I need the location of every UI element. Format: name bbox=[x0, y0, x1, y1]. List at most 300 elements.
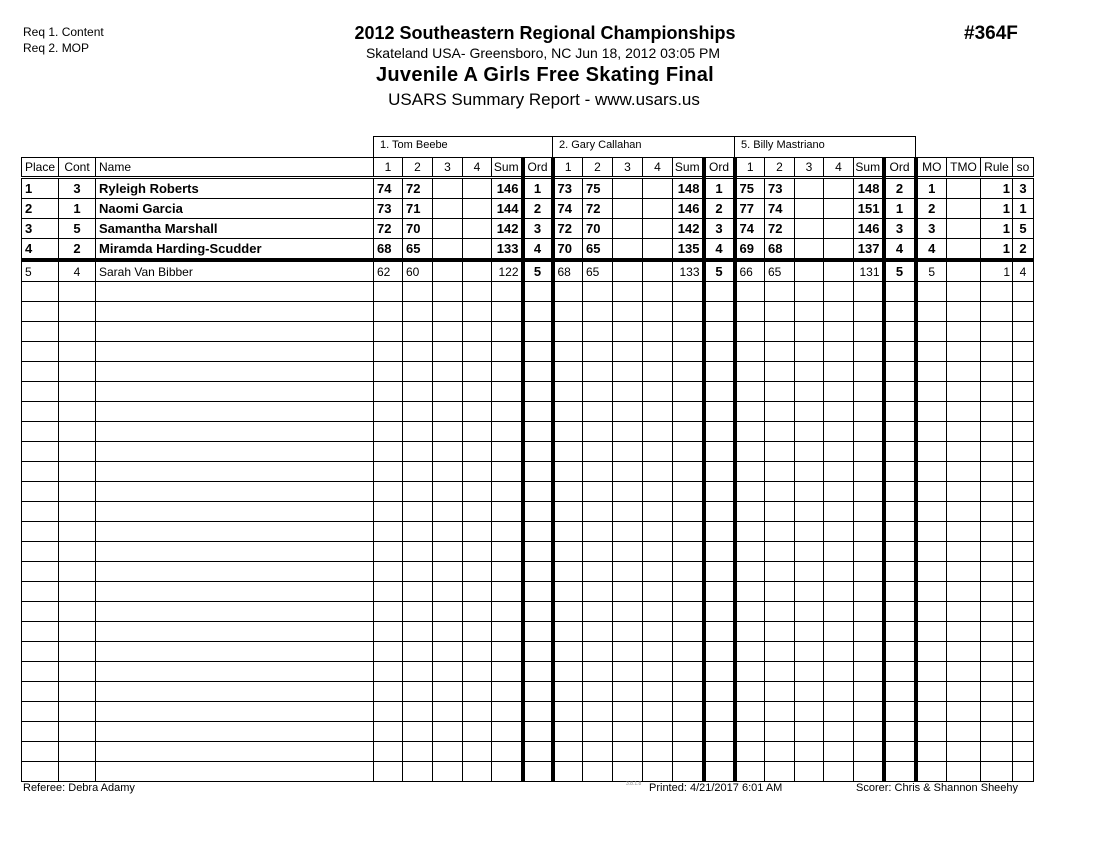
judge-3-score-3 bbox=[795, 702, 824, 722]
judge-2-sum bbox=[673, 662, 704, 682]
judge-2-score-3 bbox=[613, 178, 643, 199]
judge-1-score-3 bbox=[433, 462, 463, 482]
judge-3-ordinal bbox=[884, 762, 916, 782]
judge-1-score-3 bbox=[433, 178, 463, 199]
judge-1-sum bbox=[492, 622, 523, 642]
place-cell bbox=[22, 602, 59, 622]
judge-2-sum bbox=[673, 462, 704, 482]
name-cell bbox=[96, 422, 374, 442]
judge-1-score-3 bbox=[433, 322, 463, 342]
judge-1-score-1 bbox=[374, 522, 403, 542]
judge-2-ordinal bbox=[704, 482, 735, 502]
judge-1-score-3 bbox=[433, 522, 463, 542]
judge-3-ordinal bbox=[884, 662, 916, 682]
scorer: Scorer: Chris & Shannon Sheehy bbox=[856, 782, 1019, 794]
judge-1-score-3 bbox=[433, 219, 463, 239]
judge-1-score-2 bbox=[403, 642, 433, 662]
judge-3-score-1 bbox=[735, 302, 765, 322]
col-j2-ord: Ord bbox=[704, 158, 735, 178]
judge-3-ordinal bbox=[884, 322, 916, 342]
judge-1-score-2 bbox=[403, 362, 433, 382]
judge-1-score-2 bbox=[403, 742, 433, 762]
tmo-cell bbox=[947, 362, 981, 382]
judge-1-ordinal bbox=[523, 662, 553, 682]
judge-3-sum: 131 bbox=[854, 260, 884, 282]
judge-2-ordinal bbox=[704, 622, 735, 642]
judge-3-ordinal bbox=[884, 702, 916, 722]
judge-3-score-3 bbox=[795, 462, 824, 482]
empty-row bbox=[22, 462, 1034, 482]
judge-2-sum bbox=[673, 362, 704, 382]
judge-2-score-2 bbox=[583, 442, 613, 462]
col-so: so bbox=[1013, 158, 1034, 178]
place-cell bbox=[22, 542, 59, 562]
judge-1-score-3 bbox=[433, 239, 463, 261]
judge-2-ordinal bbox=[704, 522, 735, 542]
place-cell bbox=[22, 362, 59, 382]
name-cell: Miramda Harding-Scudder bbox=[96, 239, 374, 261]
judge-1-score-2: 70 bbox=[403, 219, 433, 239]
judge-2-score-2 bbox=[583, 742, 613, 762]
so-cell bbox=[1013, 402, 1034, 422]
tmo-cell bbox=[947, 622, 981, 642]
judge-2-score-2: 70 bbox=[583, 219, 613, 239]
judge-2-score-4 bbox=[643, 219, 673, 239]
judge-1-score-1 bbox=[374, 402, 403, 422]
judge-1-score-3 bbox=[433, 542, 463, 562]
cont-cell bbox=[59, 762, 96, 782]
empty-row bbox=[22, 642, 1034, 662]
place-cell bbox=[22, 622, 59, 642]
judge-3-ordinal bbox=[884, 302, 916, 322]
mo-cell bbox=[916, 642, 947, 662]
judge-1-score-2 bbox=[403, 342, 433, 362]
judge-2-sum bbox=[673, 602, 704, 622]
so-cell bbox=[1013, 342, 1034, 362]
judge-2-score-1 bbox=[553, 402, 583, 422]
rule-cell bbox=[981, 422, 1013, 442]
judge-2-score-4 bbox=[643, 502, 673, 522]
tmo-cell bbox=[947, 522, 981, 542]
judge-3-score-3 bbox=[795, 542, 824, 562]
judge-3-score-2: 65 bbox=[765, 260, 795, 282]
col-j3-s3: 3 bbox=[795, 158, 824, 178]
place-cell bbox=[22, 442, 59, 462]
empty-row bbox=[22, 722, 1034, 742]
name-cell bbox=[96, 542, 374, 562]
judge-2-ordinal bbox=[704, 602, 735, 622]
judge-3-score-2 bbox=[765, 742, 795, 762]
judge-1-ordinal bbox=[523, 342, 553, 362]
judge-2-sum bbox=[673, 282, 704, 302]
judge-3-sum bbox=[854, 622, 884, 642]
judge-1-score-1 bbox=[374, 642, 403, 662]
empty-row bbox=[22, 342, 1034, 362]
judge-3-score-1 bbox=[735, 662, 765, 682]
place-cell bbox=[22, 462, 59, 482]
judge-2-ordinal bbox=[704, 582, 735, 602]
judge-2-score-1 bbox=[553, 702, 583, 722]
judge-1-score-3 bbox=[433, 260, 463, 282]
judge-1-score-1 bbox=[374, 422, 403, 442]
tmo-cell bbox=[947, 742, 981, 762]
judge-1-score-3 bbox=[433, 662, 463, 682]
judge-2-score-4 bbox=[643, 622, 673, 642]
judge-3-score-1 bbox=[735, 642, 765, 662]
judge-2-ordinal bbox=[704, 642, 735, 662]
judge-2-score-1 bbox=[553, 282, 583, 302]
judge-3-score-1 bbox=[735, 542, 765, 562]
place-cell: 3 bbox=[22, 219, 59, 239]
cont-cell bbox=[59, 522, 96, 542]
judge-1-score-1 bbox=[374, 662, 403, 682]
col-j2-s3: 3 bbox=[613, 158, 643, 178]
judge-3-score-4 bbox=[824, 522, 854, 542]
judge-1-sum bbox=[492, 302, 523, 322]
judge-1-score-3 bbox=[433, 762, 463, 782]
judge-1-score-4 bbox=[463, 260, 492, 282]
cont-cell: 1 bbox=[59, 199, 96, 219]
judge-3-score-2 bbox=[765, 462, 795, 482]
col-place: Place bbox=[22, 158, 59, 178]
judge-1-score-3 bbox=[433, 642, 463, 662]
judge-1-score-1 bbox=[374, 362, 403, 382]
judge-1-score-4 bbox=[463, 482, 492, 502]
judge-2-sum bbox=[673, 382, 704, 402]
name-cell bbox=[96, 442, 374, 462]
judge-1-sum: 122 bbox=[492, 260, 523, 282]
judge-1-sum bbox=[492, 422, 523, 442]
judge-1-score-4 bbox=[463, 502, 492, 522]
judge-2-ordinal bbox=[704, 382, 735, 402]
cont-cell bbox=[59, 702, 96, 722]
judge-1-score-1 bbox=[374, 602, 403, 622]
place-cell bbox=[22, 582, 59, 602]
judge-1-score-3 bbox=[433, 702, 463, 722]
place-cell bbox=[22, 342, 59, 362]
judge-2-sum: 146 bbox=[673, 199, 704, 219]
judge-1-score-1 bbox=[374, 442, 403, 462]
judge-2-sum bbox=[673, 482, 704, 502]
judge-3-score-3 bbox=[795, 682, 824, 702]
judge-1-score-2 bbox=[403, 662, 433, 682]
judge-1-score-1 bbox=[374, 682, 403, 702]
judge-2-score-2 bbox=[583, 582, 613, 602]
place-cell: 4 bbox=[22, 239, 59, 261]
empty-row bbox=[22, 602, 1034, 622]
rule-cell bbox=[981, 762, 1013, 782]
mo-cell bbox=[916, 302, 947, 322]
tmo-cell bbox=[947, 302, 981, 322]
rule-cell bbox=[981, 642, 1013, 662]
judge-2-score-3 bbox=[613, 342, 643, 362]
judge-3-score-4 bbox=[824, 762, 854, 782]
tmo-cell bbox=[947, 482, 981, 502]
judge-3-sum bbox=[854, 542, 884, 562]
so-cell bbox=[1013, 422, 1034, 442]
tmo-cell bbox=[947, 662, 981, 682]
judge-3-score-3 bbox=[795, 722, 824, 742]
judge-2-score-4 bbox=[643, 542, 673, 562]
mo-cell bbox=[916, 422, 947, 442]
judge-3-ordinal bbox=[884, 382, 916, 402]
judge-3-ordinal bbox=[884, 582, 916, 602]
judge-2-score-4 bbox=[643, 562, 673, 582]
judge-3-score-4 bbox=[824, 302, 854, 322]
place-cell bbox=[22, 382, 59, 402]
judge-1-sum bbox=[492, 742, 523, 762]
judge-1-score-2 bbox=[403, 682, 433, 702]
so-cell bbox=[1013, 502, 1034, 522]
col-j3-s4: 4 bbox=[824, 158, 854, 178]
judge-2-sum: 148 bbox=[673, 178, 704, 199]
mo-cell bbox=[916, 742, 947, 762]
judge-2-score-4 bbox=[643, 662, 673, 682]
judge-3-header: 5. Billy Mastriano bbox=[734, 136, 916, 157]
judge-1-sum bbox=[492, 522, 523, 542]
judge-2-ordinal bbox=[704, 742, 735, 762]
cont-cell bbox=[59, 742, 96, 762]
name-cell bbox=[96, 602, 374, 622]
judge-1-score-1 bbox=[374, 502, 403, 522]
judge-1-ordinal bbox=[523, 602, 553, 622]
name-cell bbox=[96, 702, 374, 722]
so-cell bbox=[1013, 322, 1034, 342]
judge-1-score-1 bbox=[374, 542, 403, 562]
tmo-cell bbox=[947, 282, 981, 302]
judge-3-score-4 bbox=[824, 422, 854, 442]
judge-1-score-2 bbox=[403, 482, 433, 502]
judge-2-score-1 bbox=[553, 762, 583, 782]
place-cell: 5 bbox=[22, 260, 59, 282]
judge-2-sum bbox=[673, 322, 704, 342]
col-rule: Rule bbox=[981, 158, 1013, 178]
judge-3-score-3 bbox=[795, 562, 824, 582]
mo-cell: 1 bbox=[916, 178, 947, 199]
judge-3-ordinal bbox=[884, 402, 916, 422]
judge-2-score-4 bbox=[643, 302, 673, 322]
judge-3-score-4 bbox=[824, 662, 854, 682]
event-number: #364F bbox=[964, 23, 1018, 44]
judge-3-score-1 bbox=[735, 342, 765, 362]
rule-cell bbox=[981, 582, 1013, 602]
name-cell bbox=[96, 362, 374, 382]
cont-cell bbox=[59, 662, 96, 682]
judge-3-sum bbox=[854, 642, 884, 662]
judge-3-score-3 bbox=[795, 322, 824, 342]
cont-cell bbox=[59, 602, 96, 622]
judge-3-sum bbox=[854, 682, 884, 702]
so-cell bbox=[1013, 702, 1034, 722]
judge-1-score-1 bbox=[374, 382, 403, 402]
judge-3-score-1 bbox=[735, 682, 765, 702]
judge-3-score-3 bbox=[795, 642, 824, 662]
judge-2-score-1: 72 bbox=[553, 219, 583, 239]
judge-1-score-3 bbox=[433, 742, 463, 762]
mo-cell bbox=[916, 362, 947, 382]
col-j2-s1: 1 bbox=[553, 158, 583, 178]
judge-3-score-2 bbox=[765, 302, 795, 322]
judge-1-ordinal bbox=[523, 362, 553, 382]
judge-2-score-3 bbox=[613, 702, 643, 722]
judge-1-score-1 bbox=[374, 462, 403, 482]
judge-1-score-4 bbox=[463, 362, 492, 382]
empty-row bbox=[22, 582, 1034, 602]
judge-2-score-4 bbox=[643, 602, 673, 622]
judge-3-sum bbox=[854, 282, 884, 302]
judge-1-score-3 bbox=[433, 482, 463, 502]
judge-2-score-3 bbox=[613, 642, 643, 662]
name-cell bbox=[96, 462, 374, 482]
judge-2-score-2: 65 bbox=[583, 260, 613, 282]
judge-2-sum bbox=[673, 722, 704, 742]
judge-3-sum bbox=[854, 342, 884, 362]
place-cell bbox=[22, 662, 59, 682]
mo-cell bbox=[916, 342, 947, 362]
judge-3-score-2 bbox=[765, 682, 795, 702]
judge-2-sum bbox=[673, 622, 704, 642]
place-cell: 1 bbox=[22, 178, 59, 199]
tmo-cell bbox=[947, 562, 981, 582]
judge-1-ordinal bbox=[523, 402, 553, 422]
judge-3-ordinal bbox=[884, 742, 916, 762]
judge-1-score-3 bbox=[433, 302, 463, 322]
judge-2-sum bbox=[673, 422, 704, 442]
judge-2-ordinal bbox=[704, 702, 735, 722]
rule-cell bbox=[981, 622, 1013, 642]
place-cell bbox=[22, 702, 59, 722]
place-cell bbox=[22, 722, 59, 742]
judge-1-ordinal bbox=[523, 562, 553, 582]
judge-1-score-3 bbox=[433, 382, 463, 402]
judge-2-score-2 bbox=[583, 462, 613, 482]
judge-2-score-3 bbox=[613, 382, 643, 402]
rule-cell: 1 bbox=[981, 219, 1013, 239]
judge-1-score-3 bbox=[433, 602, 463, 622]
judge-3-sum bbox=[854, 302, 884, 322]
judge-1-score-3 bbox=[433, 342, 463, 362]
judge-1-score-2 bbox=[403, 302, 433, 322]
judge-2-score-2: 75 bbox=[583, 178, 613, 199]
judge-2-score-3 bbox=[613, 199, 643, 219]
judge-1-score-2 bbox=[403, 442, 433, 462]
judge-3-score-4 bbox=[824, 722, 854, 742]
so-cell bbox=[1013, 382, 1034, 402]
judge-3-ordinal: 3 bbox=[884, 219, 916, 239]
cont-cell bbox=[59, 282, 96, 302]
judge-3-ordinal bbox=[884, 622, 916, 642]
judge-1-score-4 bbox=[463, 682, 492, 702]
judge-3-score-3 bbox=[795, 622, 824, 642]
judge-1-score-4 bbox=[463, 742, 492, 762]
rule-cell bbox=[981, 382, 1013, 402]
judge-1-score-2 bbox=[403, 722, 433, 742]
judge-1-score-1 bbox=[374, 302, 403, 322]
judge-2-score-3 bbox=[613, 219, 643, 239]
judge-2-score-1 bbox=[553, 302, 583, 322]
judge-3-ordinal: 5 bbox=[884, 260, 916, 282]
judge-1-score-1 bbox=[374, 322, 403, 342]
judge-1-sum bbox=[492, 462, 523, 482]
judge-3-sum bbox=[854, 502, 884, 522]
judge-2-score-3 bbox=[613, 442, 643, 462]
judge-3-score-4 bbox=[824, 742, 854, 762]
judge-2-score-4 bbox=[643, 722, 673, 742]
rule-cell bbox=[981, 402, 1013, 422]
judge-2-score-2 bbox=[583, 402, 613, 422]
place-cell bbox=[22, 302, 59, 322]
judge-3-score-1 bbox=[735, 382, 765, 402]
judge-2-score-1 bbox=[553, 342, 583, 362]
judge-1-score-3 bbox=[433, 562, 463, 582]
judge-2-ordinal bbox=[704, 362, 735, 382]
rule-cell bbox=[981, 502, 1013, 522]
cont-cell bbox=[59, 362, 96, 382]
judge-1-sum bbox=[492, 502, 523, 522]
judge-1-ordinal bbox=[523, 642, 553, 662]
judge-2-score-1 bbox=[553, 582, 583, 602]
judge-2-score-4 bbox=[643, 282, 673, 302]
judge-2-score-3 bbox=[613, 362, 643, 382]
judge-3-score-4 bbox=[824, 402, 854, 422]
empty-row bbox=[22, 322, 1034, 342]
col-cont: Cont bbox=[59, 158, 96, 178]
judge-3-ordinal bbox=[884, 482, 916, 502]
judge-3-score-4 bbox=[824, 342, 854, 362]
judge-2-score-4 bbox=[643, 462, 673, 482]
judge-3-sum bbox=[854, 662, 884, 682]
so-cell: 1 bbox=[1013, 199, 1034, 219]
judge-3-score-4 bbox=[824, 362, 854, 382]
cont-cell bbox=[59, 542, 96, 562]
judge-2-score-4 bbox=[643, 178, 673, 199]
judge-3-score-1 bbox=[735, 462, 765, 482]
judge-3-score-4 bbox=[824, 542, 854, 562]
judge-3-sum bbox=[854, 442, 884, 462]
empty-row bbox=[22, 362, 1034, 382]
judge-1-score-4 bbox=[463, 219, 492, 239]
judge-2-sum bbox=[673, 442, 704, 462]
judge-3-sum: 148 bbox=[854, 178, 884, 199]
judge-3-score-3 bbox=[795, 362, 824, 382]
judge-3-sum: 151 bbox=[854, 199, 884, 219]
judge-1-score-1 bbox=[374, 742, 403, 762]
so-cell bbox=[1013, 282, 1034, 302]
tmo-cell bbox=[947, 582, 981, 602]
tmo-cell bbox=[947, 642, 981, 662]
judge-1-sum bbox=[492, 442, 523, 462]
judge-3-score-1 bbox=[735, 622, 765, 642]
judge-3-sum bbox=[854, 422, 884, 442]
judge-3-score-2 bbox=[765, 602, 795, 622]
place-cell: 2 bbox=[22, 199, 59, 219]
judge-2-score-1: 74 bbox=[553, 199, 583, 219]
judge-1-sum: 146 bbox=[492, 178, 523, 199]
judge-3-score-2 bbox=[765, 762, 795, 782]
judge-1-score-3 bbox=[433, 502, 463, 522]
judge-1-ordinal: 2 bbox=[523, 199, 553, 219]
referee: Referee: Debra Adamy bbox=[23, 782, 135, 794]
judge-1-sum bbox=[492, 762, 523, 782]
judge-3-score-3 bbox=[795, 582, 824, 602]
judge-3-ordinal bbox=[884, 282, 916, 302]
judge-1-score-4 bbox=[463, 302, 492, 322]
judge-3-score-1 bbox=[735, 742, 765, 762]
judge-2-score-2 bbox=[583, 762, 613, 782]
judge-1-ordinal bbox=[523, 462, 553, 482]
mo-cell bbox=[916, 662, 947, 682]
judge-3-score-1 bbox=[735, 282, 765, 302]
